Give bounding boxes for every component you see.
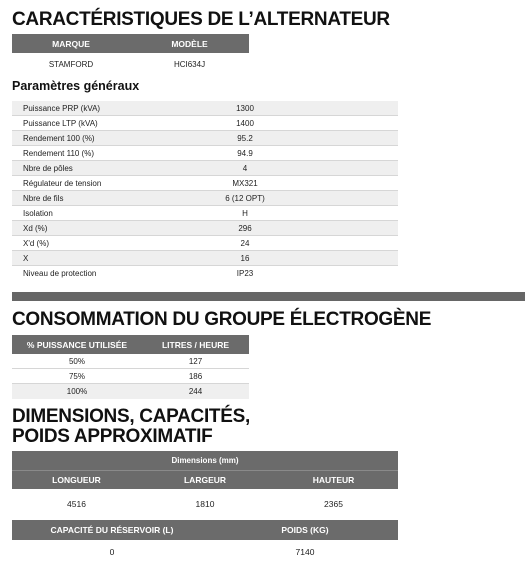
param-value: MX321 xyxy=(232,178,258,188)
dimensions-group-label: Dimensions (mm) xyxy=(171,456,239,465)
marque-header: MARQUE xyxy=(52,38,90,49)
pct-value: 100% xyxy=(66,387,88,396)
param-value: 94.9 xyxy=(237,148,253,158)
table-row xyxy=(12,116,398,131)
param-label: Régulateur de tension xyxy=(23,178,102,188)
consumption-title: CONSOMMATION DU GROUPE ÉLECTROGÈNE xyxy=(12,309,432,330)
table-row xyxy=(12,384,249,399)
param-value: 24 xyxy=(240,238,250,248)
param-label: Nbre de fils xyxy=(23,193,64,203)
param-label: Puissance PRP (kVA) xyxy=(23,103,101,113)
dimensions-group-header xyxy=(12,451,398,470)
table-row xyxy=(12,221,398,236)
param-label: Xd (%) xyxy=(23,223,48,233)
pct-value: 50% xyxy=(68,356,85,366)
table-row xyxy=(12,176,398,191)
param-value: 95.2 xyxy=(237,133,253,143)
poids-header: POIDS (KG) xyxy=(281,525,329,535)
largeur-value: 1810 xyxy=(195,499,215,509)
param-label: Rendement 110 (%) xyxy=(23,148,94,158)
param-label: X xyxy=(23,253,29,263)
table-row xyxy=(12,191,398,206)
param-value: IP23 xyxy=(236,269,254,278)
modele-header: MODÈLE xyxy=(171,38,208,49)
table-row xyxy=(12,146,398,161)
marque-value: STAMFORD xyxy=(48,59,94,69)
longueur-value: 4516 xyxy=(67,499,86,509)
largeur-header: LARGEUR xyxy=(183,475,227,485)
param-value: 4 xyxy=(242,163,248,173)
poids-value: 7140 xyxy=(295,547,315,557)
hauteur-value: 2365 xyxy=(324,499,343,509)
pct-header: % PUISSANCE UTILISÉE xyxy=(26,339,128,350)
litres-value: 244 xyxy=(188,387,203,396)
capacity-header-row xyxy=(12,520,398,540)
litres-value: 186 xyxy=(188,371,203,381)
table-row xyxy=(12,251,398,266)
capacity-value-row xyxy=(12,540,398,564)
table-row xyxy=(12,131,398,146)
capacite-header: CAPACITÉ DU RÉSERVOIR (L) xyxy=(50,525,174,535)
param-value: H xyxy=(242,208,248,218)
table-row xyxy=(12,369,249,384)
hauteur-header: HAUTEUR xyxy=(312,475,355,485)
param-label: Isolation xyxy=(23,208,53,218)
param-label: Puissance LTP (kVA) xyxy=(23,118,98,128)
table-row xyxy=(12,266,398,281)
capacity-table xyxy=(12,520,398,564)
param-label: Rendement 100 (%) xyxy=(23,133,95,143)
capacite-value: 0 xyxy=(109,547,115,557)
pct-value: 75% xyxy=(68,371,85,381)
longueur-header: LONGUEUR xyxy=(52,475,101,485)
section-divider xyxy=(12,292,525,301)
litres-value: 127 xyxy=(188,356,203,366)
param-label: Niveau de protection xyxy=(23,269,97,278)
dimensions-header-row xyxy=(12,470,398,489)
param-value: 16 xyxy=(240,253,250,263)
alternator-table xyxy=(12,34,249,75)
consumption-table xyxy=(12,335,249,399)
general-params-title: Paramètres généraux xyxy=(12,79,140,93)
table-row xyxy=(12,206,398,221)
dimensions-value-row xyxy=(12,489,398,519)
consumption-header-row xyxy=(12,335,249,354)
litres-header: LITRES / HEURE xyxy=(161,339,230,350)
table-row xyxy=(12,354,249,369)
alternator-title: CARACTÉRISTIQUES DE L’ALTERNATEUR xyxy=(12,9,390,30)
param-value: 1300 xyxy=(236,103,254,113)
dimensions-title-line2: POIDS APPROXIMATIF xyxy=(12,426,213,447)
param-label: Nbre de pôles xyxy=(23,163,73,173)
param-value: 296 xyxy=(238,223,252,233)
param-label: X'd (%) xyxy=(23,238,49,248)
table-row xyxy=(12,236,398,251)
param-value: 1400 xyxy=(236,118,254,128)
alternator-value-row xyxy=(12,53,249,75)
dimensions-table xyxy=(12,451,398,519)
dimensions-title-line1: DIMENSIONS, CAPACITÉS, xyxy=(12,406,250,427)
modele-value: HCI634J xyxy=(173,59,206,69)
alternator-header-row xyxy=(12,34,249,53)
param-value: 6 (12 OPT) xyxy=(225,193,265,203)
table-row xyxy=(12,161,398,176)
general-params-table xyxy=(12,101,398,281)
table-row xyxy=(12,101,398,116)
